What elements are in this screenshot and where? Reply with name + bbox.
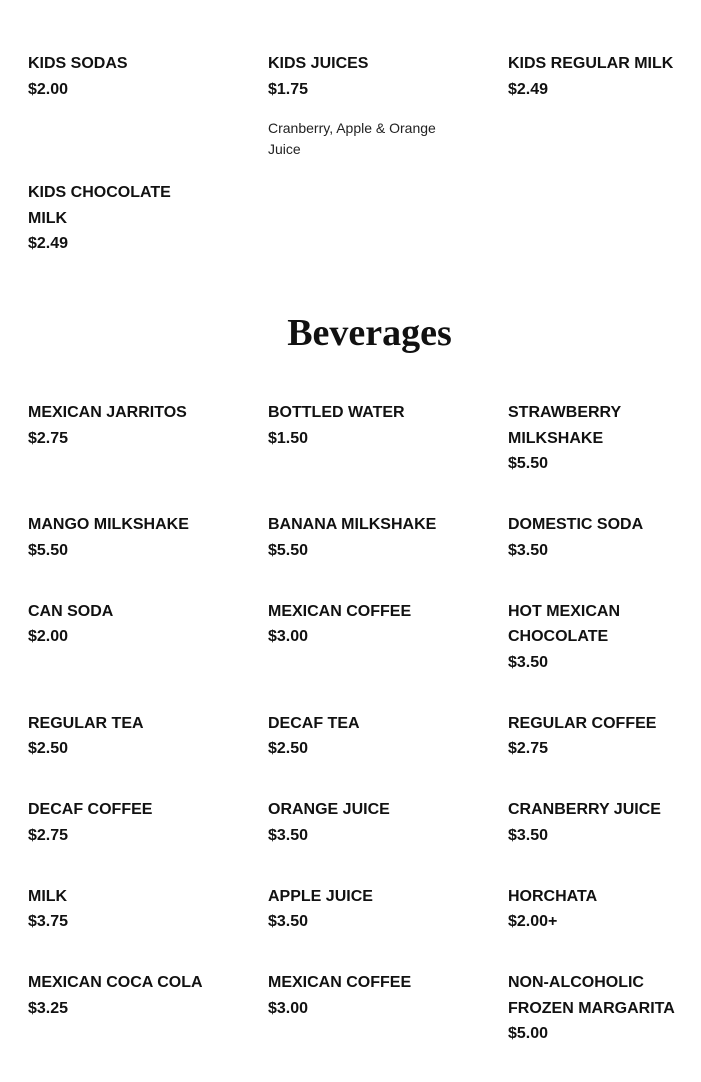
item-name: MEXICAN JARRITOS [28, 404, 187, 421]
item-price: $2.00 [28, 628, 69, 645]
item-price: $3.00 [268, 999, 309, 1017]
item-name: KIDS SODAS [28, 55, 128, 72]
item-name: STRAWBERRY MILKSHAKE [508, 404, 621, 447]
menu-item [28, 400, 268, 512]
item-price: $5.50 [508, 455, 549, 472]
item-price: $2.75 [28, 429, 69, 447]
item-name: REGULAR COFFEE [508, 714, 657, 732]
item-price: $3.50 [268, 826, 309, 844]
menu-item [508, 599, 688, 711]
beverages-menu-grid [28, 400, 688, 1082]
menu-item [268, 884, 508, 971]
menu-item [28, 711, 268, 798]
item-price: $5.50 [268, 541, 309, 559]
item-name: REGULAR TEA [28, 714, 144, 732]
menu-item [28, 180, 268, 270]
item-price: $5.00 [508, 1025, 549, 1042]
menu-item [268, 400, 508, 512]
menu-item [508, 884, 688, 971]
item-name: HOT MEXICAN CHOCOLATE [508, 602, 620, 645]
item-price: $3.00 [268, 628, 309, 645]
item-name: BOTTLED WATER [268, 404, 405, 421]
menu-item [268, 797, 508, 884]
item-price: $2.75 [508, 740, 549, 757]
item-price: $1.75 [268, 80, 309, 98]
item-name: CAN SODA [28, 602, 114, 620]
item-name: KIDS CHOCOLATE MILK [28, 184, 171, 227]
menu-item [508, 51, 688, 180]
item-price: $2.00+ [508, 913, 558, 930]
menu-item [28, 599, 268, 711]
item-name: HORCHATA [508, 887, 598, 905]
menu-item [268, 51, 508, 180]
menu-item [28, 512, 268, 599]
menu-item [508, 797, 688, 884]
menu-item [268, 512, 508, 599]
item-price: $3.50 [268, 913, 309, 930]
item-name: CRANBERRY JUICE [508, 801, 661, 818]
menu-item [268, 970, 508, 1082]
item-price: $3.50 [508, 826, 549, 844]
menu-item [508, 400, 688, 512]
item-price: $2.75 [28, 826, 69, 844]
item-name: DOMESTIC SODA [508, 516, 644, 533]
item-price: $3.50 [508, 541, 549, 559]
item-price: $1.50 [268, 429, 309, 447]
item-name: MILK [28, 887, 68, 905]
item-name: DECAF COFFEE [28, 801, 153, 818]
menu-item [268, 711, 508, 798]
item-name: BANANA MILKSHAKE [268, 516, 437, 533]
item-price: $2.50 [268, 740, 309, 757]
item-price: $3.50 [508, 653, 549, 671]
kids-menu-grid [28, 51, 688, 270]
item-description: Cranberry, Apple & Orange Juice [268, 120, 436, 157]
item-price: $5.50 [28, 541, 69, 559]
item-price: $2.49 [28, 235, 69, 252]
item-price: $3.75 [28, 913, 69, 930]
item-name: MEXICAN COFFEE [268, 974, 412, 991]
item-name: MEXICAN COCA COLA [28, 974, 203, 991]
section-title: Beverages [287, 312, 452, 354]
item-price: $2.50 [28, 740, 69, 757]
item-name: KIDS JUICES [268, 55, 369, 72]
menu-item [508, 711, 688, 798]
item-name: NON-ALCOHOLIC FROZEN MARGARITA [508, 974, 675, 1017]
item-price: $2.49 [508, 80, 549, 98]
menu-item [28, 884, 268, 971]
item-name: DECAF TEA [268, 714, 360, 732]
menu-item [268, 599, 508, 711]
item-name: KIDS REGULAR MILK [508, 55, 674, 72]
menu-item [508, 970, 688, 1082]
item-name: ORANGE JUICE [268, 801, 390, 818]
menu-item [508, 512, 688, 599]
item-name: MANGO MILKSHAKE [28, 516, 189, 533]
menu-item [28, 51, 268, 180]
item-price: $2.00 [28, 80, 69, 98]
item-price: $3.25 [28, 999, 69, 1017]
item-name: MEXICAN COFFEE [268, 602, 412, 620]
menu-item [28, 797, 268, 884]
item-name: APPLE JUICE [268, 887, 373, 905]
menu-item [28, 970, 268, 1082]
